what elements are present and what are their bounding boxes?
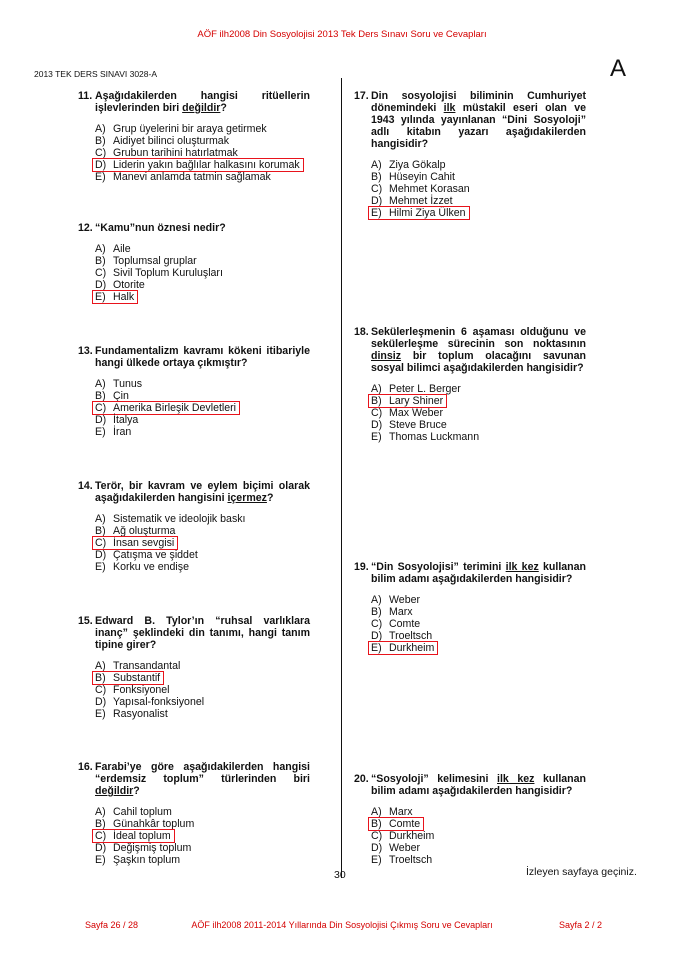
answer-option-c [95,267,310,279]
answer-option-c [95,684,310,696]
option-text: Peter L. Berger [389,383,461,395]
answer-option-d [95,414,310,426]
option-letter: A) [371,383,382,395]
option-letter: A) [95,243,106,255]
option-text: Lary Shiner [389,395,444,407]
option-text: Sistematik ve ideolojik baskı [113,513,246,525]
option-letter: B) [95,672,106,684]
question-text [95,90,310,114]
question-17 [354,90,586,219]
option-text: Halk [113,291,135,303]
option-text: Durkheim [389,830,435,842]
answer-option-c [371,618,586,630]
answer-option-a [95,806,310,818]
column-divider [341,78,342,878]
option-text: İran [113,426,132,438]
option-text: Grubun tarihini hatırlatmak [113,147,238,159]
option-text: Amerika Birleşik Devletleri [113,402,237,414]
option-text: Çatışma ve şiddet [113,549,198,561]
question-text-segment: Farabi’ye göre aşağıdakilerden hangisi “erdemsiz toplum” türlerinden biri [95,761,310,785]
option-letter: A) [95,378,106,390]
answer-option-e [95,291,310,303]
answer-option-e [95,854,310,866]
option-text: Weber [389,594,421,606]
option-letter: B) [95,255,106,267]
question-emphasis: değildir [95,785,134,797]
question-number: 15. [78,615,93,627]
question-text-segment: Sekülerleşmenin 6 aşaması olduğunu ve sekülerleşme sürecinin son noktasının [371,326,586,350]
question-stem [354,561,586,585]
option-text: Substantif [113,672,161,684]
question-stem [354,326,586,374]
option-letter: D) [95,414,107,426]
option-text: Comte [389,618,421,630]
option-text: Steve Bruce [389,419,447,431]
next-page-note: İzleyen sayfaya geçiniz. [526,866,637,878]
question-20 [354,773,586,866]
option-text: Durkheim [389,642,435,654]
option-text: Hüseyin Cahit [389,171,455,183]
option-text: Ağ oluşturma [113,525,176,537]
answer-option-e [95,708,310,720]
question-15 [78,615,310,720]
correct-answer-box [368,206,470,220]
option-text: Fonksiyonel [113,684,170,696]
question-text [95,615,310,651]
answer-option-c [95,402,310,414]
question-stem [78,761,310,797]
question-number: 11. [78,90,93,102]
correct-answer-box [92,401,240,415]
option-text: Otorite [113,279,145,291]
answer-options [95,378,310,438]
option-text: Toplumsal gruplar [113,255,197,267]
question-stem [78,480,310,504]
answer-option-e [95,426,310,438]
option-letter: E) [95,708,106,720]
question-text-segment: Aşağıdakilerden hangisi ritüellerin işlevlerinden biri [95,90,310,114]
question-stem [78,345,310,369]
option-text: Comte [389,818,421,830]
option-letter: E) [95,291,106,303]
option-text: Liderin yakın bağlılar halkasını korumak [113,159,300,171]
option-text: Sivil Toplum Kuruluşları [113,267,223,279]
question-text-segment: Terör, bir kavram ve eylem biçimi olarak aşağıdakilerden hangisini [95,480,310,504]
option-text: Mehmet İzzet [389,195,453,207]
option-text: İdeal toplum [113,830,171,842]
option-text: Grup üyelerini bir araya getirmek [113,123,267,135]
option-text: Cahil toplum [113,806,172,818]
option-letter: E) [371,642,382,654]
answer-option-e [95,171,310,183]
question-emphasis: ilk [443,102,456,114]
correct-answer-box [92,290,138,304]
answer-option-b [95,255,310,267]
answer-options [95,660,310,720]
option-letter: B) [371,818,382,830]
answer-option-b [371,606,586,618]
option-letter: A) [95,660,106,672]
option-text: Hilmi Ziya Ülken [389,207,466,219]
option-text: Rasyonalist [113,708,168,720]
option-letter: C) [371,830,383,842]
option-letter: D) [371,630,383,642]
answer-option-a [95,378,310,390]
correct-answer-box [92,536,178,550]
option-text: Max Weber [389,407,443,419]
question-stem [78,90,310,114]
question-text-segment: Din sosyolojisi biliminin Cumhuriyet dönemindeki [371,90,586,114]
option-text: İtalya [113,414,139,426]
option-letter: D) [371,419,383,431]
question-text-segment: “Din Sosyolojisi” terimini [371,561,506,573]
question-text-segment: ? [266,492,274,504]
option-text: Aidiyet bilinci oluşturmak [113,135,229,147]
option-letter: D) [371,842,383,854]
option-letter: B) [371,606,382,618]
question-text-segment: kullanan bilim adamı aşağıdakilerden hangisidir? [371,773,586,797]
document-top-title: AÖF ilh2008 Din Sosyolojisi 2013 Tek Ders Sınavı Soru ve Cevapları [197,29,487,40]
option-text: Aile [113,243,131,255]
footer-page-left: Sayfa 26 / 28 [85,920,139,930]
option-letter: A) [371,159,382,171]
answer-option-c [371,183,586,195]
answer-options [95,806,310,866]
question-emphasis: ilk kez [497,773,535,785]
question-text-segment: Fundamentalizm kavramı kökeni itibariyle hangi ülkede ortaya çıkmıştır? [95,345,310,369]
answer-option-a [95,123,310,135]
option-letter: E) [371,207,382,219]
option-text: Weber [389,842,421,854]
question-number: 12. [78,222,93,234]
option-letter: D) [95,159,107,171]
option-letter: D) [95,696,107,708]
answer-option-d [371,419,586,431]
answer-option-a [371,594,586,606]
option-letter: B) [95,818,106,830]
option-letter: D) [371,195,383,207]
question-19 [354,561,586,654]
option-text: Mehmet Korasan [389,183,470,195]
option-text: Marx [389,606,413,618]
question-text-segment: ? [133,785,140,797]
answer-options [95,243,310,303]
correct-answer-box [92,829,175,843]
option-text: Marx [389,806,413,818]
answer-option-e [371,207,586,219]
question-16 [78,761,310,866]
option-text: Değişmiş toplum [113,842,192,854]
answer-options [95,123,310,183]
question-number: 13. [78,345,93,357]
question-12 [78,222,310,303]
exam-code: 2013 TEK DERS SINAVI 3028-A [34,69,157,79]
question-text-segment: bir toplum olacağını savunan sosyal bilimci aşağıdakilerden hangisidir? [371,350,586,374]
option-letter: C) [95,684,107,696]
answer-option-e [371,642,586,654]
footer-title: AÖF ilh2008 2011-2014 Yıllarında Din Sosyolojisi Çıkmış Soru ve Cevapları [191,920,493,930]
question-14 [78,480,310,573]
footer-page-right: Sayfa 2 / 2 [559,920,603,930]
answer-option-d [95,842,310,854]
answer-option-b [371,818,586,830]
question-emphasis: değildir [182,102,221,114]
question-text [371,326,586,374]
question-text [95,345,310,369]
answer-option-c [371,830,586,842]
answer-options [371,159,586,219]
answer-option-e [371,854,586,866]
option-text: Tunus [113,378,143,390]
option-letter: E) [95,854,106,866]
question-text [95,761,310,797]
question-text-segment: “Sosyoloji” kelimesini [371,773,498,785]
booklet-letter: A [609,55,626,82]
question-11 [78,90,310,183]
question-13 [78,345,310,438]
option-letter: A) [371,594,382,606]
question-text-segment: kullanan bilim adamı aşağıdakilerden hangisidir? [371,561,586,585]
option-text: Troeltsch [389,854,433,866]
correct-answer-box [92,671,164,685]
question-stem [78,222,310,234]
option-letter: D) [95,842,107,854]
option-letter: A) [95,806,106,818]
option-letter: C) [95,267,107,279]
answer-option-a [95,243,310,255]
option-letter: B) [95,525,106,537]
answer-option-c [371,407,586,419]
correct-answer-box [368,817,424,831]
option-letter: D) [95,279,107,291]
option-letter: B) [371,395,382,407]
answer-option-a [95,513,310,525]
option-letter: E) [95,561,106,573]
correct-answer-box [368,641,438,655]
answer-option-e [95,561,310,573]
option-letter: C) [371,618,383,630]
question-text-segment: müstakil eseri olan ve 1943 yılında yayınlanan “Dini Sosyoloji” adlı kitabın yazarı aşağıdakilerden hangisidir? [371,102,586,150]
option-letter: E) [371,854,382,866]
question-emphasis: ilk kez [505,561,539,573]
answer-option-e [371,431,586,443]
answer-option-b [371,395,586,407]
option-letter: C) [371,407,383,419]
option-letter: C) [95,830,107,842]
option-letter: C) [371,183,383,195]
option-letter: A) [371,806,382,818]
answer-option-d [95,159,310,171]
question-text-segment: “Kamu”nun öznesi nedir? [95,222,226,234]
question-text-segment: ? [220,102,227,114]
option-text: Troeltsch [389,630,433,642]
question-text [371,773,586,797]
answer-option-c [95,537,310,549]
option-text: Günahkâr toplum [113,818,195,830]
answer-options [371,594,586,654]
option-letter: C) [95,402,107,414]
answer-option-d [95,696,310,708]
option-letter: E) [371,431,382,443]
option-text: Çin [113,390,129,402]
option-letter: A) [95,513,106,525]
option-letter: A) [95,123,106,135]
option-text: Transandantal [113,660,181,672]
option-letter: C) [95,537,107,549]
answer-options [371,806,586,866]
option-letter: B) [95,390,106,402]
question-emphasis: dinsiz [371,350,402,362]
question-number: 17. [354,90,369,102]
answer-option-a [371,159,586,171]
answer-option-d [95,549,310,561]
answer-option-b [371,171,586,183]
question-text [95,222,310,234]
option-text: Yapısal-fonksiyonel [113,696,205,708]
question-text [371,561,586,585]
answer-option-c [95,830,310,842]
answer-options [95,513,310,573]
correct-answer-box [92,158,304,172]
question-18 [354,326,586,443]
option-text: Korku ve endişe [113,561,189,573]
option-letter: E) [95,426,106,438]
option-text: İnsan sevgisi [113,537,175,549]
question-stem [354,773,586,797]
option-letter: B) [371,171,382,183]
question-text [371,90,586,150]
question-text-segment: Edward B. Tylor’ın “ruhsal varlıklara inanç” şeklindeki din tanımı, hangi tanım tipine girer? [95,615,310,651]
option-letter: C) [95,147,107,159]
correct-answer-box [368,394,447,408]
question-number: 16. [78,761,93,773]
option-text: Manevi anlamda tatmin sağlamak [113,171,271,183]
question-number: 20. [354,773,369,785]
question-stem [78,615,310,651]
option-letter: E) [95,171,106,183]
answer-option-b [95,672,310,684]
question-text [95,480,310,504]
answer-options [371,383,586,443]
question-stem [354,90,586,150]
answer-option-b [95,135,310,147]
question-number: 19. [354,561,369,573]
question-number: 14. [78,480,93,492]
question-emphasis: içermez [227,492,267,504]
option-text: Ziya Gökalp [389,159,446,171]
option-letter: B) [95,135,106,147]
answer-option-d [371,842,586,854]
option-text: Şaşkın toplum [113,854,181,866]
question-number: 18. [354,326,369,338]
option-letter: D) [95,549,107,561]
option-text: Thomas Luckmann [389,431,480,443]
page-number: 30 [334,869,346,881]
